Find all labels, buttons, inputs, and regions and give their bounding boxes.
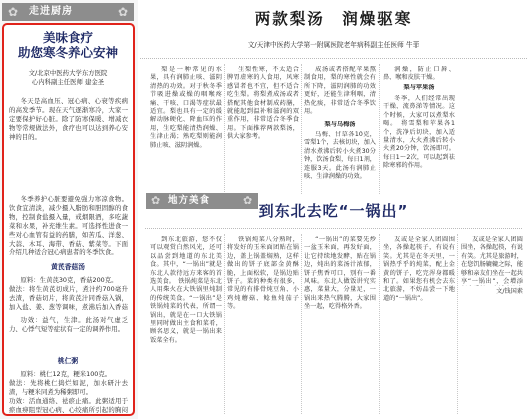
recipe-ingredients: 原料：生黄芪30克，香菇200克。 做法：将生黄芪切成片，煮汁约700毫升去渣，香菇切片，将黄芪汁同香菇入锅，加入盐、姜、葱等调味，煮沸后加入香菇 (9, 276, 128, 311)
section-tag-kitchen (2, 3, 134, 21)
column-rule (379, 64, 380, 194)
article-column: 梨是一种常见的水果，具有润肺止咳、滋阴清热的功效。对于秋冬季节吸进燥或燥的咽喉疼痛、干咳、口渴等症状最适宜。梨也具有一定的缓解动脉硬化、降血压的作用，生吃梨能清热润燥、生津止渴；熟吃梨则能润肺止咳、滋阴润燥。 (150, 66, 222, 149)
article-column: 乌梅、甘草各10克，雪梨1个，去核切块，加入清水煮沸后转小火煮30分钟，饮汤食梨，每日1剂，连服3天。此汤有润肺止咳、生津润燥的功效。 (304, 131, 376, 181)
flower-ornament-icon: ✿ (243, 194, 253, 207)
article-title: 到东北去吃“一锅出” (258, 202, 409, 220)
column-rule (224, 234, 225, 414)
article-column: 润燥，防止口唇、鼻、喉和皮肤干燥。 (383, 66, 455, 82)
article-byline: 文/钱国素 (496, 288, 523, 295)
article-column: 铁锅炖菜八分熟时，将发好的玉米面团贴在锅边，盖上锅盖焖熟，这样做出的饼子底部金黄酥脆，上面松软，是锅边贴饼子。菜的种类有很多，常见的有排骨炖豆角、小鸡炖蘑菇、鲶鱼炖茄子等。 (227, 236, 299, 311)
article-column: 到东北旅游，您不仅可以观赏白然风光，还可以品尝到地道的东北美食。其中，“一锅出”就是东北人款待远方来客的首选美食。 铁锅炖菜是东北人用柴火在大铁锅里炖制的传统美食。“一锅出”是铁锅炖菜的代表，所谓一锅出，就是在一口大铁锅里同时做出主食和菜肴，顾名思义，就是一锅出来饭菜全有。 (150, 236, 222, 344)
flower-ornament-icon: ✿ (118, 5, 129, 19)
recipe-body: 原料：桃仁12克，粳米100克。 做法：先将桃仁捣烂如泥，加水研汁去渣，与粳米同煮为稀粥即可。 功效：活血通络、袪瘀止痛。此粥适用于瘀血痹阻型冠心病、心绞痛所引起的胸闷 (9, 370, 128, 414)
recipe-heading: 桃仁粥 (57, 357, 79, 365)
section-tag-label: 地方美食 (168, 195, 211, 206)
article-column: 友或是全家人团圆围坐，各操起筷，有说有笑。尤其是旅游时，在您饥肠辘辘之际，能够和亲友们坐在一起共享“一锅出”，会增添 (461, 236, 523, 286)
article-title: 两款梨汤 润燥驱寒 (254, 10, 413, 28)
flower-ornament-icon: ✿ (151, 194, 161, 207)
column-rule (457, 234, 458, 414)
recipe-heading: 梨与乌梅汤 (324, 121, 356, 128)
section-tag-label: 走进厨房 (29, 6, 73, 17)
column-rule (379, 234, 380, 414)
highlighted-article-box (2, 23, 135, 416)
divider (140, 52, 527, 59)
article-column: 成汤或者搭配苹果熬制食用，梨的寒性就会有所下降，滋阴润肺的功效更好，还能生津利咽，清热化痰，非常适合冬季饮用。 (304, 66, 376, 116)
column-rule (301, 64, 302, 194)
flower-ornament-icon: ✿ (8, 5, 19, 19)
sidebar-paragraph: 冬天是高血压、冠心病、心衰等疾病的高发季节。现在天气逐渐寒冷，大家一定要保护好心脏。除了防寒保暖、增减衣物等常规做法外，食疗也可以达到养心安神的目的。 (9, 97, 128, 141)
divider (145, 228, 522, 229)
sidebar-title-line1: 美味食疗 (42, 30, 93, 45)
article-byline: 文/天津中医药大学第一附属医院老年病科副主任医师 牛菲 (247, 41, 420, 49)
article-column: 生梨性寒，不太适合脾胃虚寒的人食用，风寒感冒者也不宜，但不适合吃生梨。将梨煮成汤或者搭配其他食材制成药膳，就能起到温补和滋润的双重作用，非常适合冬季食用。下面推荐两款梨汤，供大家参考。 (227, 66, 299, 141)
article-column: 冬季，人们经常出现干燥、流鼻涕等情况。这个时候，大家可以煮梨水喝。 将雪梨和苹果各1个，洗净后切块，加入适量清水，大火煮沸后转小火煮20分钟，饮汤即可。每日1～2次，可以起到祛除寒邪的作用。 (383, 95, 455, 170)
article-column: 友或是全家人团圆围坐，各操起筷子，有说有笑。尤其是在冬天里，一锅热乎乎的炖菜，配上金黄的饼子，吃完浑身都暖和了。如果您有机会去东北旅游，不妨品尝一下地道的“一锅出”。 (383, 236, 455, 302)
article-column: “一锅出”的菜要先炒一盆玉米面，再发好面，让它持续地发酵，贴在锅边，炖出的菜汤汁浓郁，饼子焦香可口，别有一番风味。东北人做饭讲究实惠，菜量大，分量足，一锅出来热气腾腾，大家围坐一起，吃得格外香。 (304, 236, 376, 311)
recipe-effect: 功效：益气，生津。此汤对气虚乏力、心悸气短等症状有一定的调养作用。 (9, 316, 128, 333)
sidebar-paragraph: 冬季养护心脏要避免强力寒凉食物。饮食宜清淡，减少摄入脂肪和胆固醇的食物，控制食盐摄入量，戒烟限酒，多吃蔬菜和水果，补充维生素。可选择性进食一些对心血管有益的药膳，如苦瓜、洋葱、大蒜、木耳、海带、香菇、紫菜等。下面介绍几种适合冠心病患者的冬季饮食。 (9, 195, 128, 257)
column-rule (301, 234, 302, 414)
sidebar-byline-author: 心内科副主任医师 建金圣 (31, 78, 105, 86)
sidebar-title-line2: 助您寒冬养心安神 (17, 45, 118, 60)
column-rule (224, 64, 225, 194)
sidebar-byline-institution: 文/北京中医药大学东方医院 (28, 69, 108, 77)
recipe-heading: 梨与苹果汤 (403, 84, 435, 91)
recipe-heading: 黄芪香菇汤 (51, 263, 85, 271)
